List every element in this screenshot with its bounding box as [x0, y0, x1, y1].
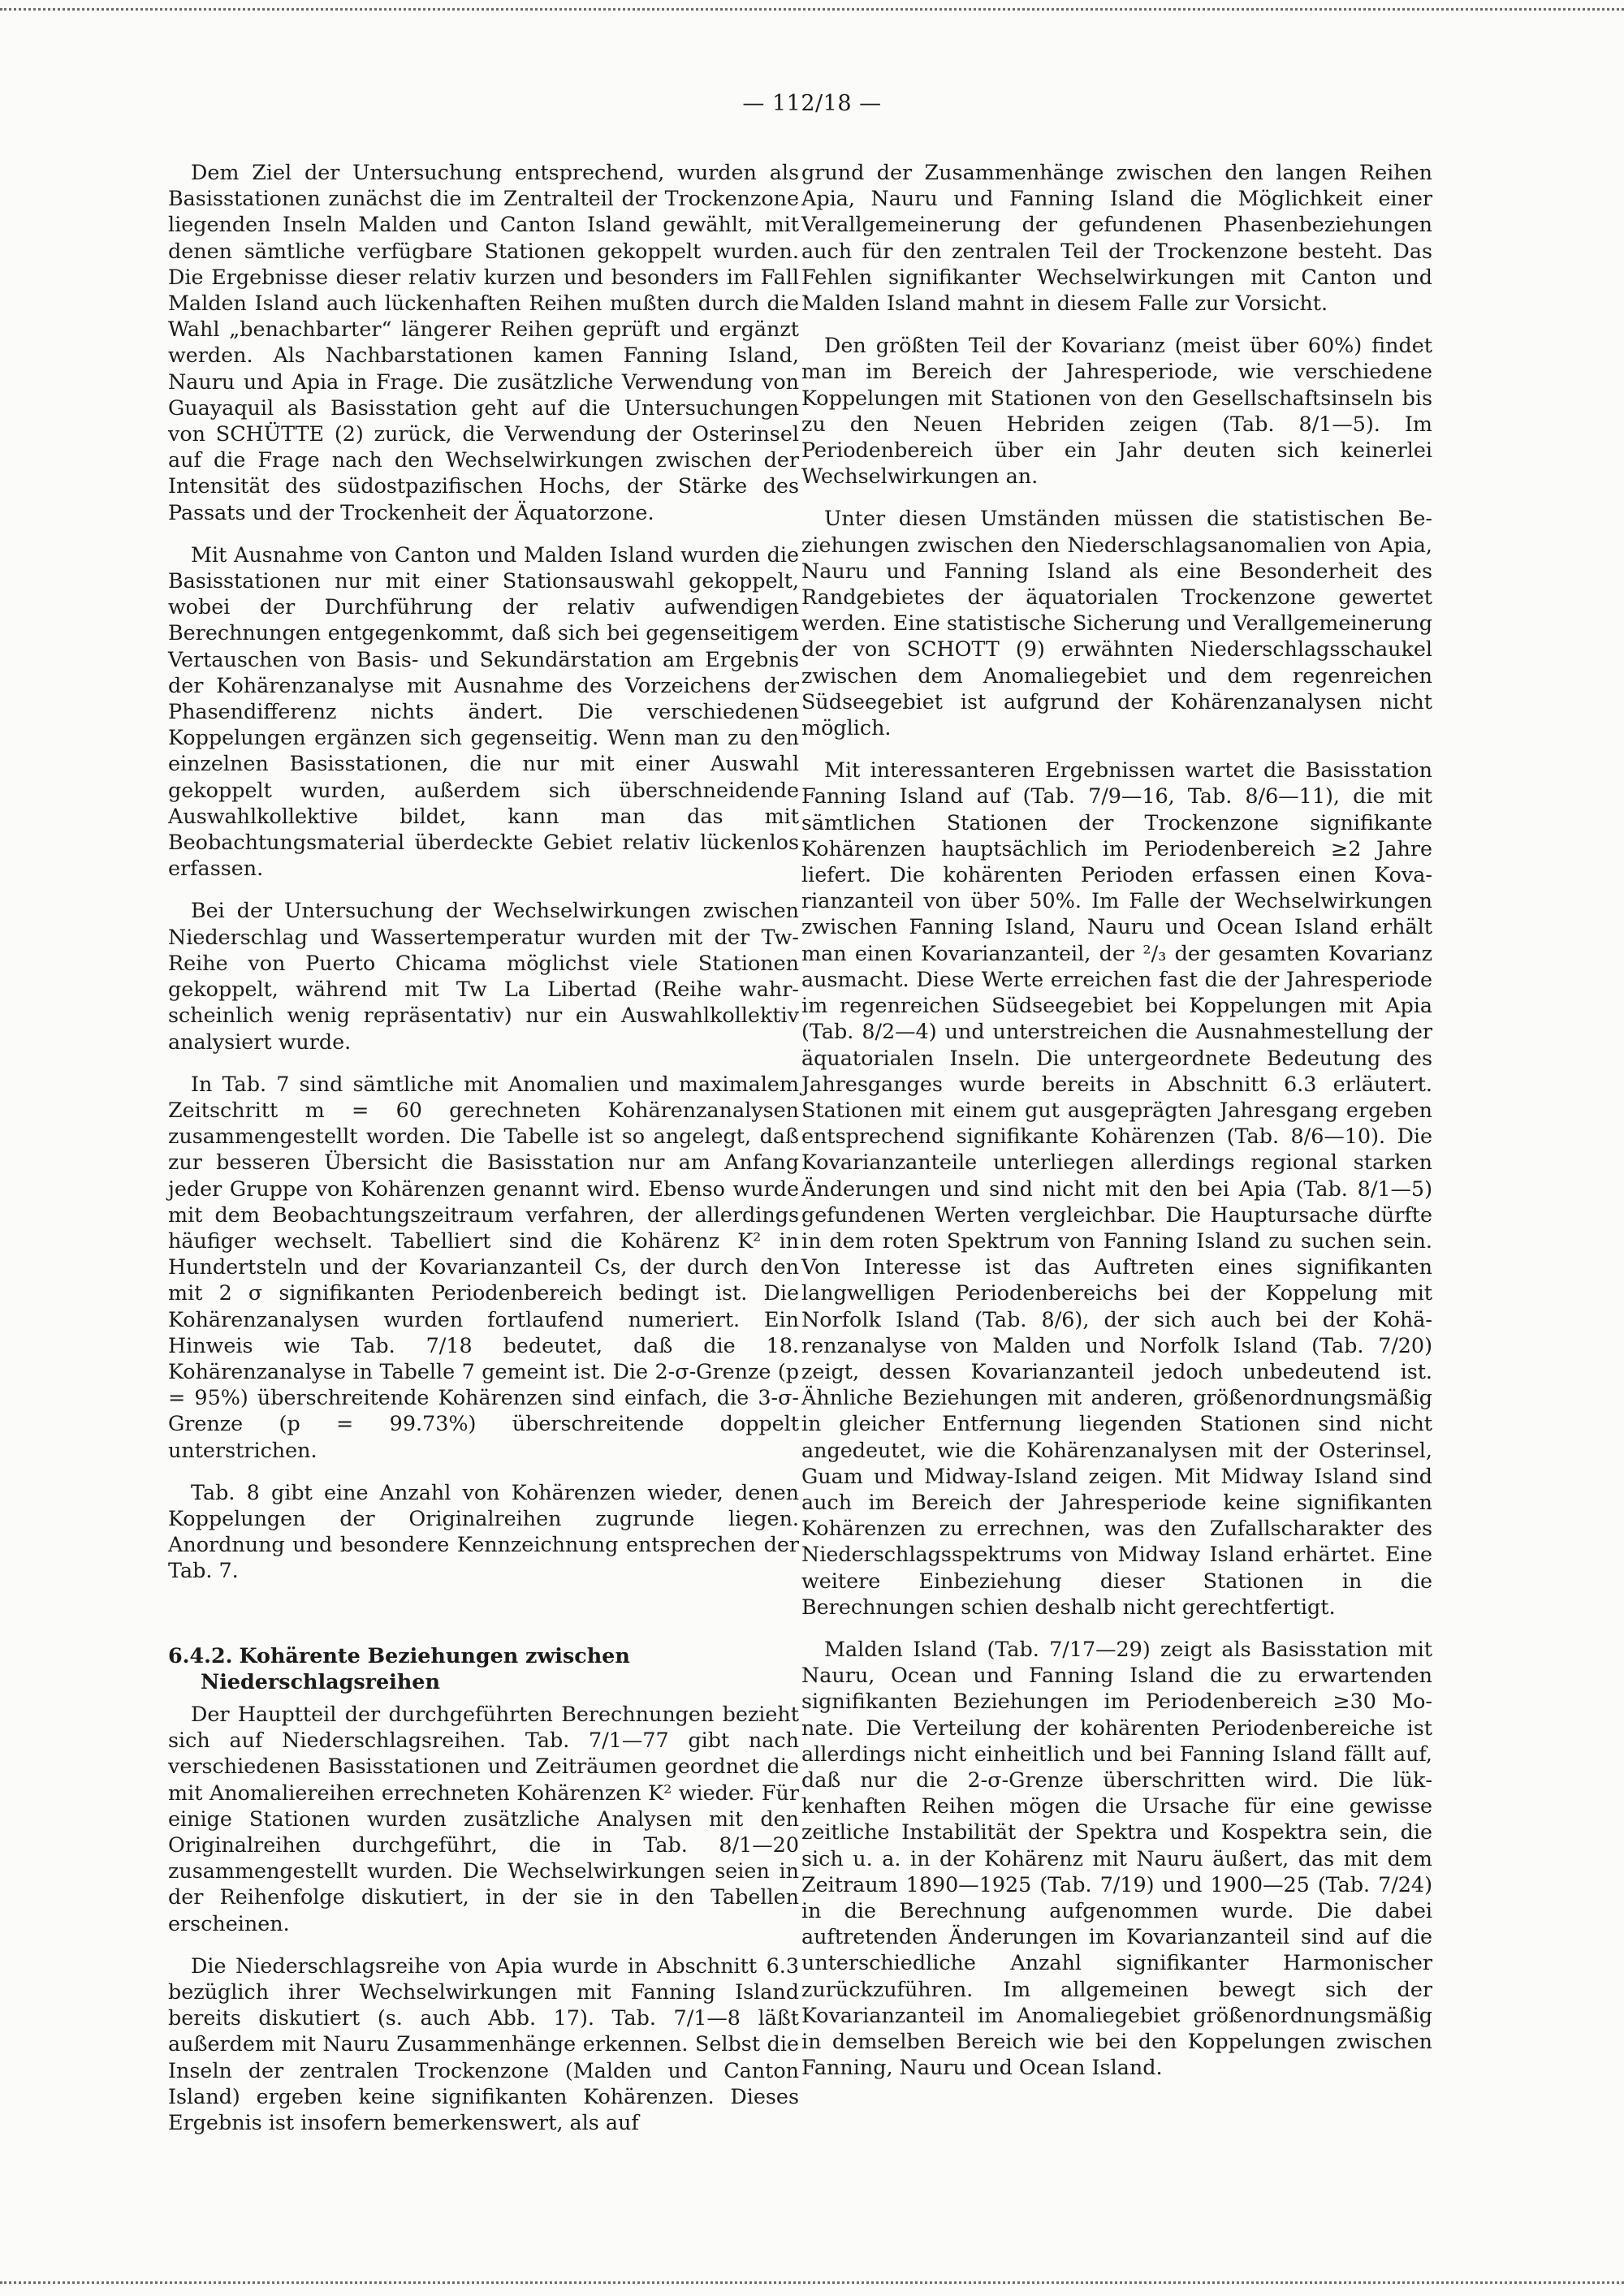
- paragraph: Die Niederschlagsreihe von Apia wurde in Abschnitt 6.3 bezüglich ihrer Wechselwirkungen mit Fanning Island bereits diskutiert (s. auch Abb. 17). Tab. 7/1—8 läßt außerdem mit Nauru Zusammenhänge erkennen. Selbst die Inseln der zentralen Trockenzone (Malden und Canton Island) ergeben keine signifikanten Kohärenzen. Dieses Ergebnis ist insofern bemerkenswert, als auf: [168, 1953, 799, 2135]
- section-heading: [168, 1642, 799, 1694]
- right-column: [801, 159, 1432, 2096]
- paragraph: Bei der Untersuchung der Wechselwirkungen zwischen Niederschlag und Wassertemperatur wurden mit der Tw-Reihe von Puerto Chicama möglichst viele Stationen gekoppelt, während mit Tw La Libertad (Reihe wahrscheinlich wenig repräsentativ) nur ein Auswahlkollektiv analysiert wurde.: [168, 898, 799, 1054]
- section-title: Kohärente Beziehungen zwischen Niederschlagsreihen: [201, 1642, 630, 1694]
- bottom-dotted-rule: [0, 2281, 1624, 2284]
- paragraph: Tab. 8 gibt eine Anzahl von Kohärenzen wieder, denen Koppelungen der Originalreihen zugrunde liegen. Anordnung und besondere Kennzeichnung entsprechen der Tab. 7.: [168, 1479, 799, 1583]
- top-dotted-rule: [0, 8, 1624, 11]
- paragraph: Unter diesen Umständen müssen die statistischen Beziehungen zwischen den Niederschlagsanomalien von Apia, Nauru und Fanning Island als eine Besonderheit des Randgebietes der äquatorialen Trockenzone gewertet werden. Eine statistische Sicherung und Verallgemeinerung der von SCHOTT (9) erwähnten Niederschlagsschaukel zwischen dem Anomaliegebiet und dem regenreichen Südseegebiet ist aufgrund der Kohärenzanalysen nicht möglich.: [801, 506, 1432, 740]
- section-number: 6.4.2.: [168, 1642, 233, 1668]
- paragraph: Den größten Teil der Kovarianz (meist über 60%) findet man im Bereich der Jahresperiode, wie verschiedene Koppelungen mit Stationen von den Gesellschaftsinseln bis zu den Neuen Hebriden zeigen (Tab. 8/1—5). Im Periodenbereich über ein Jahr deuten sich keinerlei Wechselwirkungen an.: [801, 333, 1432, 489]
- paragraph: Der Hauptteil der durchgeführten Berechnungen bezieht sich auf Niederschlagsreihen. Tab. 7/1—77 gibt nach verschiedenen Basisstationen und Zeiträumen geordnet die mit Anomaliereihen errechneten Kohärenzen K² wieder. Für einige Stationen wurden zusätzliche Analysen mit den Originalreihen durchgeführt, die in Tab. 8/1—20 zusammengestellt wurden. Die Wechselwirkungen seien in der Reihenfolge diskutiert, in der sie in den Tabellen erscheinen.: [168, 1701, 799, 1936]
- paragraph: In Tab. 7 sind sämtliche mit Anomalien und maximalem Zeitschritt m = 60 gerechneten Kohärenzanalysen zusammengestellt worden. Die Tabelle ist so angelegt, daß zur besseren Übersicht die Basisstation nur am Anfang jeder Gruppe von Kohärenzen genannt wird. Ebenso wurde mit dem Beobachtungszeitraum verfahren, der allerdings häufiger wechselt. Tabelliert sind die Kohärenz K² in Hundertsteln und der Kovarianzanteil Cs, der durch den mit 2 σ signifikanten Periodenbereich bedingt ist. Die Kohärenzanalysen wurden fortlaufend numeriert. Ein Hinweis wie Tab. 7/18 bedeutet, daß die 18. Kohärenzanalyse in Tabelle 7 gemeint ist. Die 2-σ-Grenze (p = 95%) überschreitende Kohärenzen sind einfach, die 3-σ-Grenze (p = 99.73%) überschreitende doppelt unterstrichen.: [168, 1071, 799, 1462]
- paragraph: Malden Island (Tab. 7/17—29) zeigt als Basisstation mit Nauru, Ocean und Fanning Island die zu erwartenden signifikanten Beziehungen im Periodenbereich ≥30 Monate. Die Verteilung der kohärenten Periodenbereiche ist allerdings nicht einheitlich und bei Fanning Island fällt auf, daß nur die 2-σ-Grenze überschritten wird. Die lükkenhaften Reihen mögen die Ursache für eine gewisse zeitliche Instabilität der Spektra und Kospektra sein, die sich u. a. in der Kohärenz mit Nauru äußert, das mit dem Zeitraum 1890—1925 (Tab. 7/19) und 1900—25 (Tab. 7/24) in die Berechnung aufgenommen wurde. Die dabei auftretenden Änderungen im Kovarianzanteil sind auf die unterschiedliche Anzahl signifikanter Harmonischer zurückzuführen. Im allgemeinen bewegt sich der Kovarianzanteil im Anomaliegebiet größenordnungsmäßig in demselben Bereich wie bei den Koppelungen zwischen Fanning, Nauru und Ocean Island.: [801, 1636, 1432, 2080]
- paragraph: Mit Ausnahme von Canton und Malden Island wurden die Basisstationen nur mit einer Stationsauswahl gekoppelt, wobei der Durchführung der relativ aufwendigen Berechnungen entgegenkommt, daß sich bei gegenseitigem Vertauschen von Basis- und Sekundärstation am Ergebnis der Kohärenzanalyse mit Ausnahme des Vorzeichens der Phasendifferenz nichts ändert. Die verschiedenen Koppelungen ergänzen sich gegenseitig. Wenn man zu den einzelnen Basisstationen, die nur mit einer Auswahl gekoppelt wurden, außerdem sich überschneidende Auswahlkollektive bildet, kann man das mit Beobachtungsmaterial überdeckte Gebiet relativ lückenlos erfassen.: [168, 542, 799, 881]
- paragraph: grund der Zusammenhänge zwischen den langen Reihen Apia, Nauru und Fanning Island die Möglichkeit einer Verallgemeinerung der gefundenen Phasenbeziehungen auch für den zentralen Teil der Trockenzone besteht. Das Fehlen signifikanter Wechselwirkungen mit Canton und Malden Island mahnt in diesem Falle zur Vorsicht.: [801, 160, 1432, 316]
- paragraph: Dem Ziel der Untersuchung entsprechend, wurden als Basisstationen zunächst die im Zentralteil der Trockenzone liegenden Inseln Malden und Canton Island gewählt, mit denen sämtliche verfügbare Stationen gekoppelt wurden. Die Ergebnisse dieser relativ kurzen und besonders im Fall Malden Island auch lückenhaften Reihen mußten durch die Wahl „benachbarter“ längerer Reihen geprüft und ergänzt werden. Als Nachbarstationen kamen Fanning Island, Nauru und Apia in Frage. Die zusätzliche Verwendung von Guayaquil als Basisstation geht auf die Untersuchungen von SCHÜTTE (2) zurück, die Verwendung der Osterinsel auf die Frage nach den Wechselwirkungen zwischen der Intensität des südostpazifischen Hochs, der Stärke des Passats und der Trockenheit der Äquatorzone.: [168, 160, 799, 524]
- paragraph: Mit interessanteren Ergebnissen wartet die Basisstation Fanning Island auf (Tab. 7/9—16, Tab. 8/6—11), die mit sämtlichen Stationen der Trockenzone signifikante Kohärenzen hauptsächlich im Periodenbereich ≥2 Jahre liefert. Die kohärenten Perioden erfassen einen Kovarianzanteil von über 50%. Im Falle der Wechselwirkungen zwischen Fanning Island, Nauru und Ocean Island erhält man einen Kovarianzanteil, der ²/₃ der gesamten Kovarianz ausmacht. Diese Werte erreichen fast die der Jahresperiode im regenreichen Südseegebiet bei Koppelungen mit Apia (Tab. 8/2—4) und unterstreichen die Ausnahmestellung der äquatorialen Inseln. Die untergeordnete Bedeutung des Jahresganges wurde bereits in Abschnitt 6.3 erläutert. Stationen mit einem gut ausgeprägten Jahresgang ergeben entsprechend signifikante Kohärenzen (Tab. 8/6—10). Die Kovarianzanteile unterliegen allerdings regional starken Änderungen und sind nicht mit den bei Apia (Tab. 8/1—5) gefundenen Werten vergleichbar. Die Hauptursache dürfte in dem roten Spektrum von Fanning Island zu suchen sein. Von Interesse ist das Auftreten eines signifikanten langwelligen Periodenbereichs bei der Koppelung mit Norfolk Island (Tab. 8/6), der sich auch bei der Kohärenzanalyse von Malden und Norfolk Island (Tab. 7/20) zeigt, dessen Kovarianzanteil jedoch unbedeutend ist. Ähnliche Beziehungen mit anderen, größenordnungsmäßig in gleicher Entfernung liegenden Stationen sind nicht angedeutet, wie die Kohärenzanalysen mit der Osterinsel, Guam und Midway-Island zeigen. Mit Midway Island sind auch im Bereich der Jahresperiode keine signifikanten Kohärenzen zu errechnen, was den Zufallscharakter des Niederschlagsspektrums von Midway Island erhärtet. Eine weitere Einbeziehung dieser Stationen in die Berechnungen schien deshalb nicht gerechtfertigt.: [801, 757, 1432, 1619]
- left-column: [168, 159, 799, 2151]
- page-number: — 112/18 —: [742, 91, 882, 116]
